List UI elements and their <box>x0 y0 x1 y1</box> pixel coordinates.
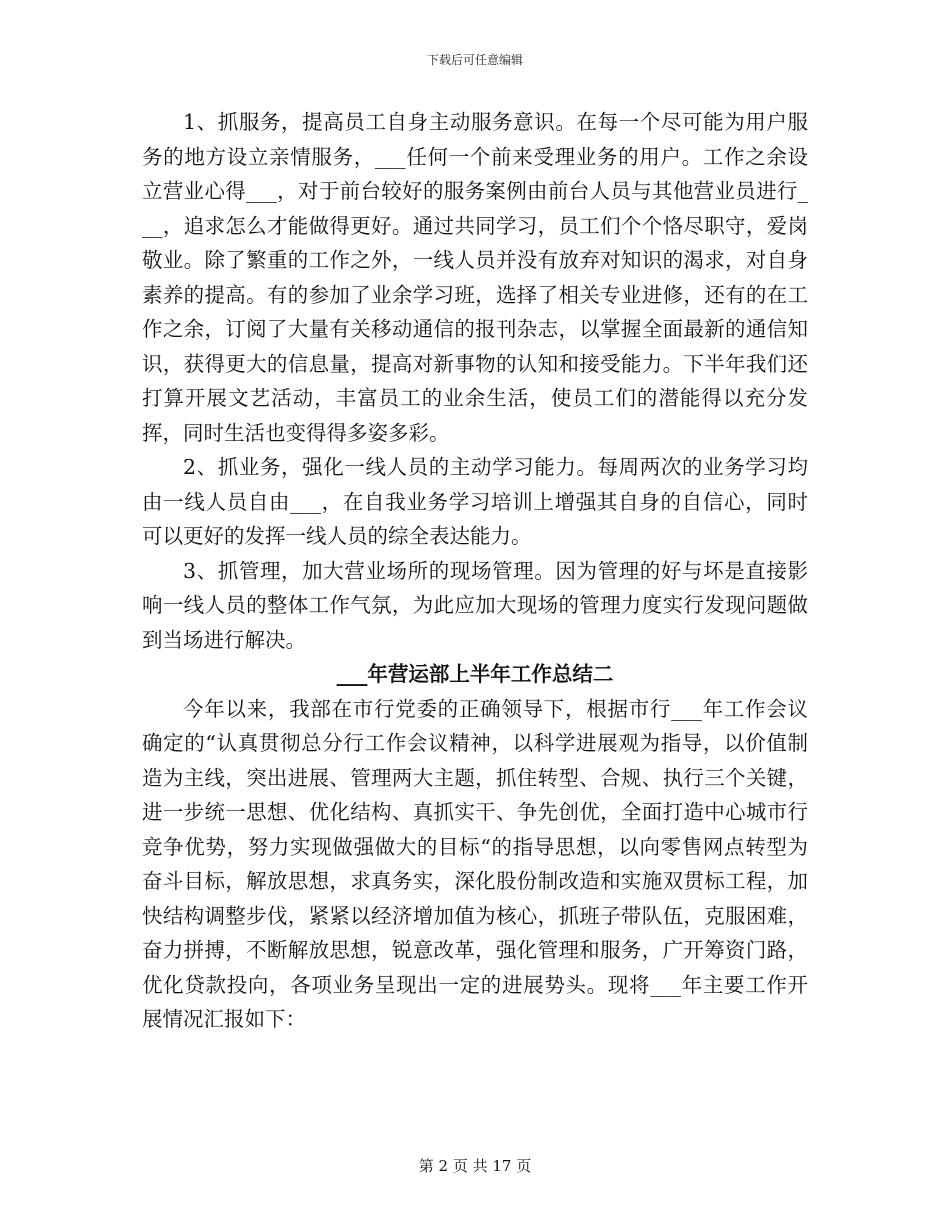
document-body <box>142 105 808 1037</box>
section-heading: ___年营运部上半年工作总结二 <box>336 662 614 686</box>
page-header: 下载后可任意编辑 <box>426 53 523 67</box>
paragraph-service: 1、抓服务，提高员工自身主动服务意识。在每一个尽可能为用户服务的地方设立亲情服务，___任何一个前来受理业务的用户。工作之余设立营业心得___，对于前台较好的服务案例由前台人员与其他营业员进行___，追求怎么才能做得更好。通过共同学习，员工们个个恪尽职守，爱岗敬业。除了繁重的工作之外，一线人员并没有放弃对知识的渴求，对自身素养的提高。有的参加了业余学习班，选择了相关专业进修，还有的在工作之余，订阅了大量有关移动通信的报刊杂志，以掌握全面最新的通信知识，获得更大的信息量，提高对新事物的认知和接受能力。下半年我们还打算开展文艺活动，丰富员工的业余生活，使员工们的潜能得以充分发挥，同时生活也变得得多姿多彩。 <box>142 110 808 445</box>
paragraph-management: 3、抓管理，加大营业场所的现场管理。因为管理的好与坏是直接影响一线人员的整体工作气氛，为此应加大现场的管理力度实行发现问题做到当场进行解决。 <box>142 558 808 652</box>
paragraph-business: 2、抓业务，强化一线人员的主动学习能力。每周两次的业务学习均由一线人员自由___，在自我业务学习培训上增强其自身的自信心，同时可以更好的发挥一线人员的综全表达能力。 <box>142 455 808 548</box>
paragraph-summary-intro: 今年以来，我部在市行党委的正确领导下，根据市行___年工作会议确定的“认真贯彻总分行工作会议精神，以科学进展观为指导，以价值制造为主线，突出进展、管理两大主题，抓住转型、合规、执行三个关键，进一步统一思想、优化结构、真抓实干、争先创优，全面打造中心城市行竞争优势，努力实现做强做大的目标“的指导思想，以向零售网点转型为奋斗目标，解放思想，求真务实，深化股份制改造和实施双贯标工程，加快结构调整步伐，紧紧以经济增加值为核心，抓班子带队伍，克服困难，奋力拼搏，不断解放思想，锐意改革，强化管理和服务，广开筹资门路，优化贷款投向，各项业务呈现出一定的进展势头。现将___年主要工作开展情况汇报如下： <box>142 696 808 1031</box>
page-footer: 第 2 页 共 17 页 <box>418 1157 532 1175</box>
